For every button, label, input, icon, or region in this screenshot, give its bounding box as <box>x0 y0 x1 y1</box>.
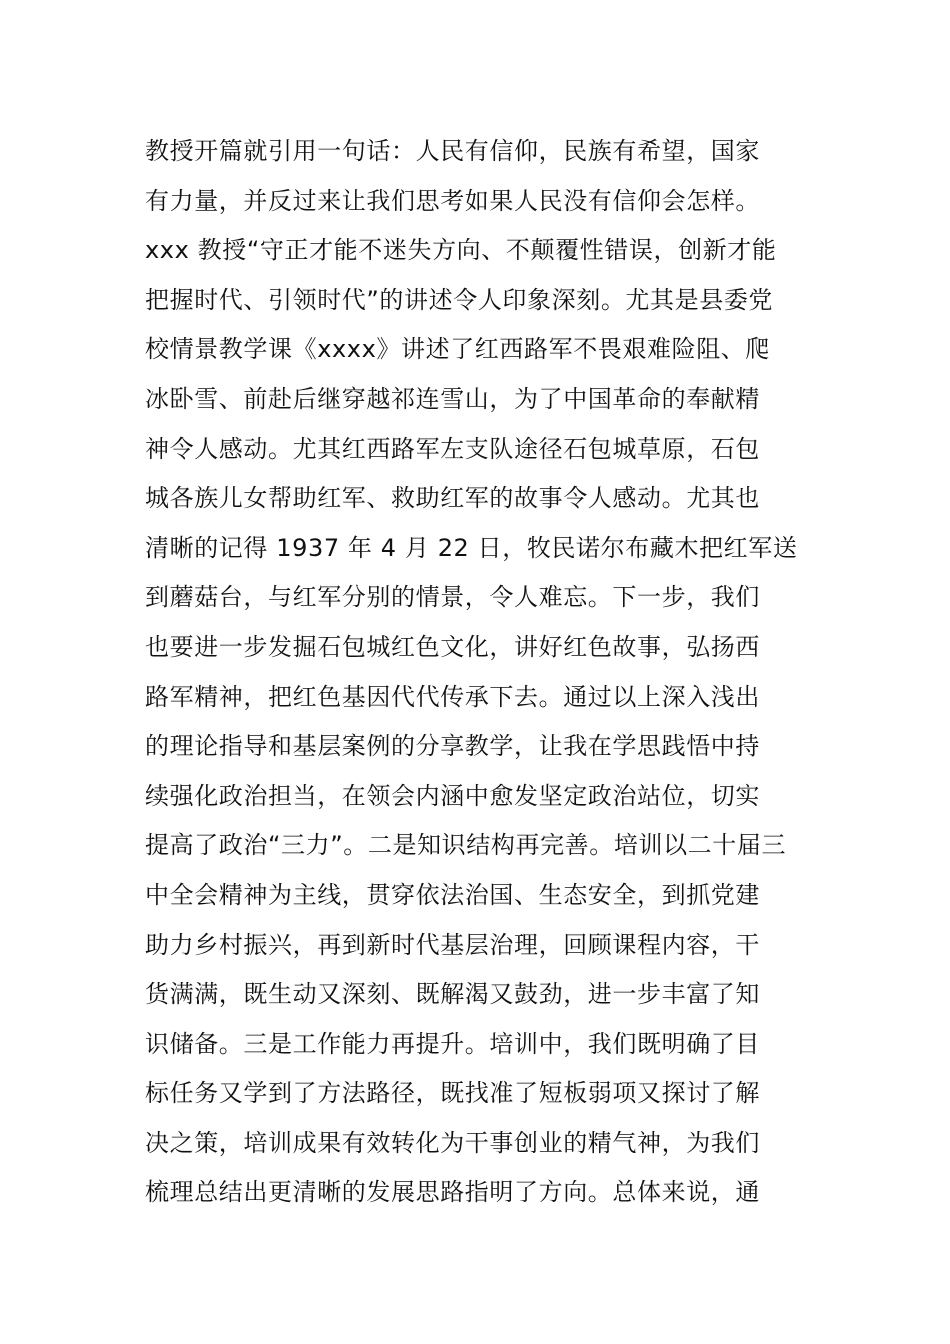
text-line: 识储备。三是工作能力再提升。培训中，我们既明确了目 <box>145 1029 760 1058</box>
text-line: 货满满，既生动又深刻、既解渴又鼓劲，进一步丰富了知 <box>145 980 760 1009</box>
text-line: 的理论指导和基层案例的分享教学，让我在学思践悟中持 <box>145 732 760 761</box>
text-line: 冰卧雪、前赴后继穿越祁连雪山，为了中国革命的奉献精 <box>145 384 760 413</box>
text-line: xxx 教授“守正才能不迷失方向、不颠覆性错误，创新才能 <box>145 236 777 265</box>
text-line: 到蘑菇台，与红军分别的情景，令人难忘。下一步，我们 <box>145 583 760 612</box>
text-line: 路军精神，把红色基因代代传承下去。通过以上深入浅出 <box>145 682 760 711</box>
text-line: 校情景教学课《xxxx》讲述了红西路军不畏艰难险阻、爬 <box>145 335 771 364</box>
text-line: 清晰的记得 1937 年 4 月 22 日，牧民诺尔布藏木把红军送 <box>145 533 798 562</box>
body-text <box>145 127 825 1218</box>
text-line: 神令人感动。尤其红西路军左支队途径石包城草原，石包 <box>145 434 760 463</box>
text-line: 中全会精神为主线，贯穿依法治国、生态安全，到抓党建 <box>145 880 760 909</box>
text-line: 教授开篇就引用一句话：人民有信仰，民族有希望，国家 <box>145 137 760 165</box>
text-line: 提高了政治“三力”。二是知识结构再完善。培训以二十届三 <box>145 831 787 860</box>
text-line: 梳理总结出更清晰的发展思路指明了方向。总体来说，通 <box>145 1178 760 1207</box>
text-line: 标任务又学到了方法路径，既找准了短板弱项又探讨了解 <box>145 1079 760 1108</box>
text-line: 城各族儿女帮助红军、救助红军的故事令人感动。尤其也 <box>145 484 760 513</box>
text-line: 决之策，培训成果有效转化为干事创业的精气神，为我们 <box>145 1128 760 1157</box>
text-line: 助力乡村振兴，再到新时代基层治理，回顾课程内容，干 <box>145 930 760 959</box>
text-line: 把握时代、引领时代”的讲述令人印象深刻。尤其是县委党 <box>145 285 774 314</box>
text-line: 续强化政治担当，在领会内涵中愈发坚定政治站位，切实 <box>145 781 760 810</box>
text-line: 也要进一步发掘石包城红色文化，讲好红色故事，弘扬西 <box>145 632 760 661</box>
text-line: 有力量，并反过来让我们思考如果人民没有信仰会怎样。 <box>145 186 760 215</box>
